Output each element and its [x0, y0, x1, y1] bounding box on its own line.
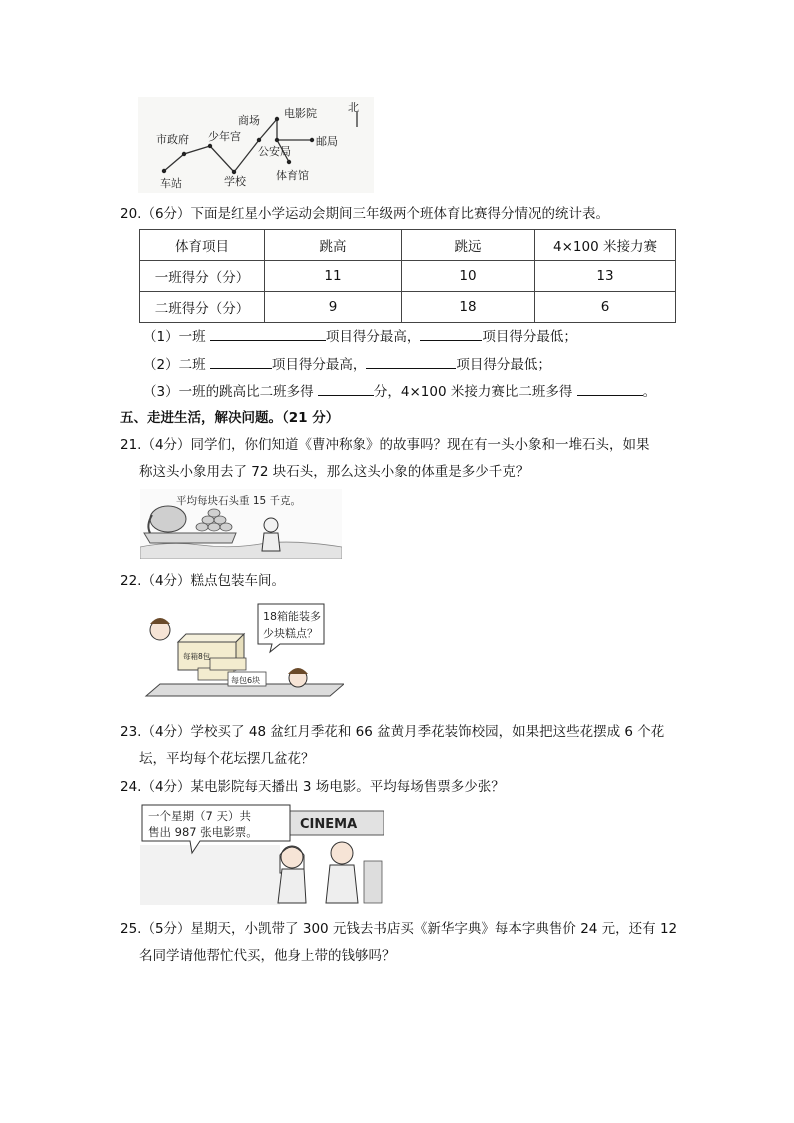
place-label: 商场	[238, 114, 260, 127]
elephant-icon	[150, 506, 186, 532]
north-label: 北	[348, 101, 359, 114]
place-label: 车站	[160, 177, 182, 190]
table-row	[140, 292, 676, 323]
table-header-cell: 跳远	[402, 230, 535, 261]
sub-text: 项目得分最高，	[325, 329, 421, 345]
pack-label: 每包6块	[231, 676, 261, 685]
question-23-line-1: 23.（4分）学校买了 48 盆红月季花和 66 盆黄月季花装饰校园，如果把这些花摆成 6 个花	[120, 724, 665, 740]
answer-blank[interactable]	[318, 381, 374, 396]
place-label: 电影院	[284, 107, 317, 120]
sub-text: 项目得分最高，	[271, 357, 367, 373]
answer-blank[interactable]	[420, 326, 482, 341]
place-label: 邮局	[316, 135, 338, 148]
answer-blank[interactable]	[210, 326, 326, 341]
sub-text: （1）一班	[143, 329, 206, 345]
table-cell: 9	[265, 292, 402, 323]
route-map-figure	[138, 97, 374, 193]
table-cell: 10	[402, 261, 535, 292]
place-label: 公安局	[258, 145, 291, 158]
table-row	[140, 261, 676, 292]
question-25-line-2: 名同学请他帮忙代买，他身上带的钱够吗？	[139, 948, 396, 964]
answer-blank[interactable]	[366, 354, 456, 369]
question-20-sub-3	[143, 381, 656, 402]
pastry-illustration	[140, 600, 344, 712]
table-cell: 11	[265, 261, 402, 292]
cinema-sign: CINEMA	[300, 817, 358, 832]
table-cell: 一班得分（分）	[140, 261, 265, 292]
question-20-sub-1	[143, 326, 577, 347]
speech-text: 18箱能装多	[263, 610, 321, 623]
pastry-scene-svg	[140, 600, 344, 712]
table-header-cell: 体育项目	[140, 230, 265, 261]
question-24-line-1: 24.（4分）某电影院每天播出 3 场电影。平均每场售票多少张？	[120, 779, 505, 795]
speech-text: 平均每块石头重 15 千克。	[176, 495, 302, 507]
elephant-scene-svg	[140, 489, 342, 559]
boat-shape	[144, 533, 236, 543]
table-cell: 二班得分（分）	[140, 292, 265, 323]
table-header-row	[140, 230, 676, 261]
question-20-sub-2	[143, 354, 551, 375]
place-label: 少年宫	[208, 130, 241, 143]
sub-text: （3）一班的跳高比二班多得	[143, 384, 314, 400]
table-header-cell: 跳高	[265, 230, 402, 261]
answer-blank[interactable]	[210, 354, 272, 369]
question-20-stem: 20.（6分）下面是红星小学运动会期间三年级两个班体育比赛得分情况的统计表。	[120, 206, 610, 222]
question-25-line-1: 25.（5分）星期天，小凯带了 300 元钱去书店买《新华字典》每本字典售价 24 元，还有 12	[120, 921, 678, 937]
speech-text: 一个星期（7 天）共	[148, 809, 251, 823]
table-header-cell: 4×100 米接力赛	[535, 230, 676, 261]
question-21-line-1: 21.（4分）同学们，你们知道《曹冲称象》的故事吗？现在有一头小象和一堆石头，如果	[120, 437, 650, 453]
speech-text: 售出 987 张电影票。	[148, 825, 258, 839]
score-table	[139, 229, 676, 323]
elephant-illustration	[140, 489, 342, 559]
place-label: 市政府	[156, 133, 189, 146]
answer-blank[interactable]	[577, 381, 643, 396]
woman-head-icon	[281, 846, 303, 868]
cinema-scene-svg	[140, 803, 384, 905]
question-21-line-2: 称这头小象用去了 72 块石头，那么这头小象的体重是多少千克？	[139, 464, 530, 480]
sub-text: 项目得分最低；	[482, 329, 577, 345]
section-5-heading: 五、走进生活，解决问题。（21 分）	[120, 410, 340, 426]
sub-text: 分，4×100 米接力赛比二班多得	[373, 384, 573, 400]
sub-text: （2）二班	[143, 357, 206, 373]
table-cell: 13	[535, 261, 676, 292]
sub-text: 。	[642, 384, 657, 400]
ticket-seller-head-icon	[331, 842, 353, 864]
question-22-line-1: 22.（4分）糕点包装车间。	[120, 573, 286, 589]
boy-head-icon	[264, 518, 278, 532]
speech-text: 少块糕点？	[263, 627, 318, 640]
table-cell: 18	[402, 292, 535, 323]
question-23-line-2: 坛，平均每个花坛摆几盆花？	[139, 751, 315, 767]
cinema-illustration	[140, 803, 384, 905]
box-label: 每箱8包	[183, 652, 211, 661]
route-map-svg	[138, 97, 374, 193]
sub-text: 项目得分最低；	[456, 357, 551, 373]
place-label: 体育馆	[276, 169, 309, 182]
table-cell: 6	[535, 292, 676, 323]
place-label: 学校	[224, 175, 246, 188]
